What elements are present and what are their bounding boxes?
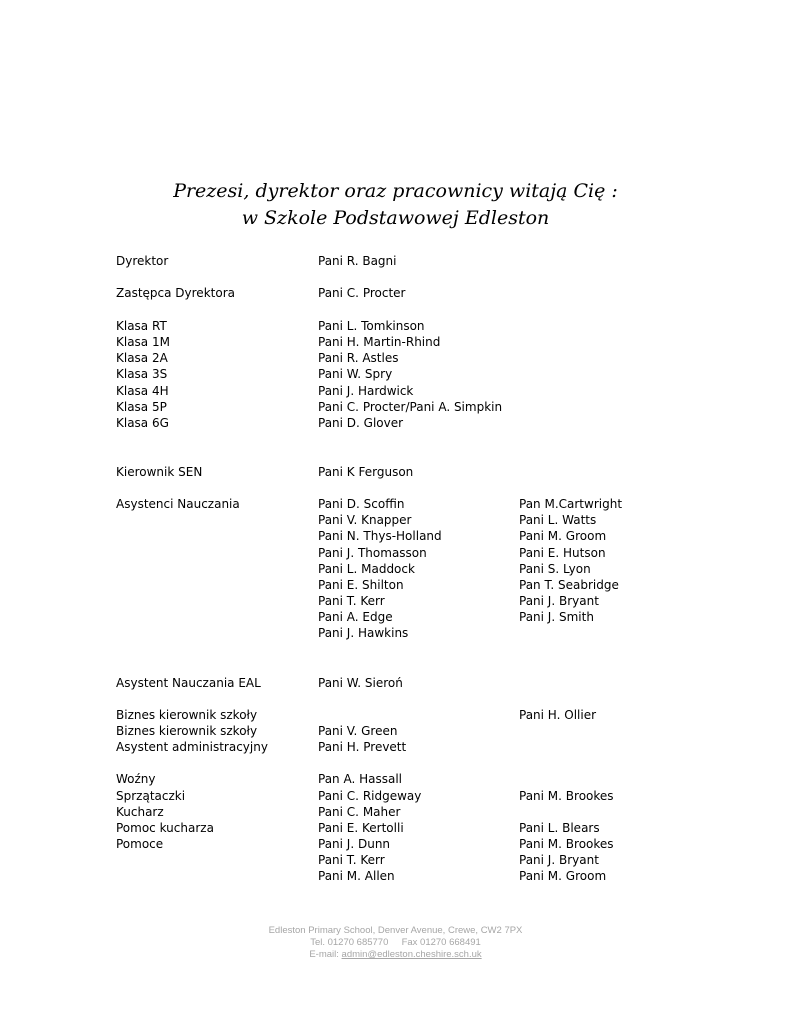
staff-name: Pani D. Scoffin [318,497,405,511]
staff-name: Pani H. Martin-Rhind [318,335,441,349]
staff-name-secondary: Pani L. Blears [519,821,600,835]
staff-role: Klasa RT [116,319,167,333]
staff-name: Pani N. Thys-Holland [318,529,442,543]
staff-role: Kucharz [116,805,164,819]
staff-role: Asystent Nauczania EAL [116,676,261,690]
staff-name: Pani L. Maddock [318,562,415,576]
footer-email-label: E-mail: [309,949,342,960]
footer-phones: Tel. 01270 685770 Fax 01270 668491 [310,937,481,948]
staff-name: Pan A. Hassall [318,772,402,786]
staff-role: Asystent administracyjny [116,740,268,754]
staff-name: Pani L. Tomkinson [318,319,425,333]
staff-name: Pani E. Shilton [318,578,404,592]
staff-role: Pomoce [116,837,164,851]
staff-name-secondary: Pani S. Lyon [519,562,591,576]
staff-name-secondary: Pani J. Bryant [519,853,599,867]
staff-role: Klasa 2A [116,351,168,365]
staff-name: Pani C. Procter/Pani A. Simpkin [318,400,503,414]
staff-role: Sprzątaczki [116,789,186,803]
staff-name-secondary: Pani L. Watts [519,513,597,527]
staff-role: Klasa 4H [116,384,169,398]
staff-name: Pani R. Bagni [318,254,397,268]
staff-name: Pani J. Hardwick [318,384,414,398]
staff-name-secondary: Pan M.Cartwright [519,497,623,511]
staff-name: Pani M. Allen [318,869,395,883]
staff-name: Pani T. Kerr [318,853,385,867]
staff-name-secondary: Pan T. Seabridge [519,578,619,592]
staff-name: Pani J. Dunn [318,837,391,851]
staff-role: Asystenci Nauczania [116,497,240,511]
staff-role: Klasa 5P [116,400,167,414]
staff-name: Pani V. Green [318,724,398,738]
staff-role: Woźny [116,772,156,786]
staff-name: Pani E. Kertolli [318,821,404,835]
staff-name: Pani V. Knapper [318,513,412,527]
staff-name-secondary: Pani M. Brookes [519,837,614,851]
staff-role: Dyrektor [116,254,169,268]
staff-role: Zastępca Dyrektora [116,286,235,300]
staff-name: Pani T. Kerr [318,594,385,608]
footer-email-line [0,949,791,961]
staff-role: Biznes kierownik szkoły [116,724,258,738]
staff-name: Pani W. Sieroń [318,676,403,690]
staff-name: Pani K Ferguson [318,465,414,479]
footer-email-link[interactable]: admin@edleston.cheshire.sch.uk [341,949,482,960]
heading-line-1: Prezesi, dyrektor oraz pracownicy witają Cię : [173,180,618,202]
staff-role: Klasa 6G [116,416,169,430]
staff-name: Pani C. Procter [318,286,406,300]
footer-address: Edleston Primary School, Denver Avenue, Crewe, CW2 7PX [268,925,523,936]
staff-name-secondary: Pani M. Groom [519,529,607,543]
staff-name: Pani J. Hawkins [318,626,409,640]
staff-name: Pani D. Glover [318,416,404,430]
staff-name-secondary: Pani J. Bryant [519,594,599,608]
heading-line-2: w Szkole Podstawowej Edleston [241,207,550,229]
staff-name: Pani H. Prevett [318,740,407,754]
staff-role: Klasa 3S [116,367,168,381]
staff-name-secondary: Pani M. Brookes [519,789,614,803]
staff-name: Pani J. Thomasson [318,546,427,560]
staff-name-secondary: Pani H. Ollier [519,708,597,722]
staff-name: Pani C. Maher [318,805,401,819]
staff-role: Pomoc kucharza [116,821,214,835]
staff-role: Kierownik SEN [116,465,203,479]
staff-name-secondary: Pani E. Hutson [519,546,606,560]
staff-role: Klasa 1M [116,335,170,349]
staff-name: Pani R. Astles [318,351,399,365]
staff-name: Pani W. Spry [318,367,393,381]
staff-name-secondary: Pani J. Smith [519,610,594,624]
staff-name: Pani C. Ridgeway [318,789,422,803]
staff-name: Pani A. Edge [318,610,393,624]
staff-role: Biznes kierownik szkoły [116,708,258,722]
staff-name-secondary: Pani M. Groom [519,869,607,883]
